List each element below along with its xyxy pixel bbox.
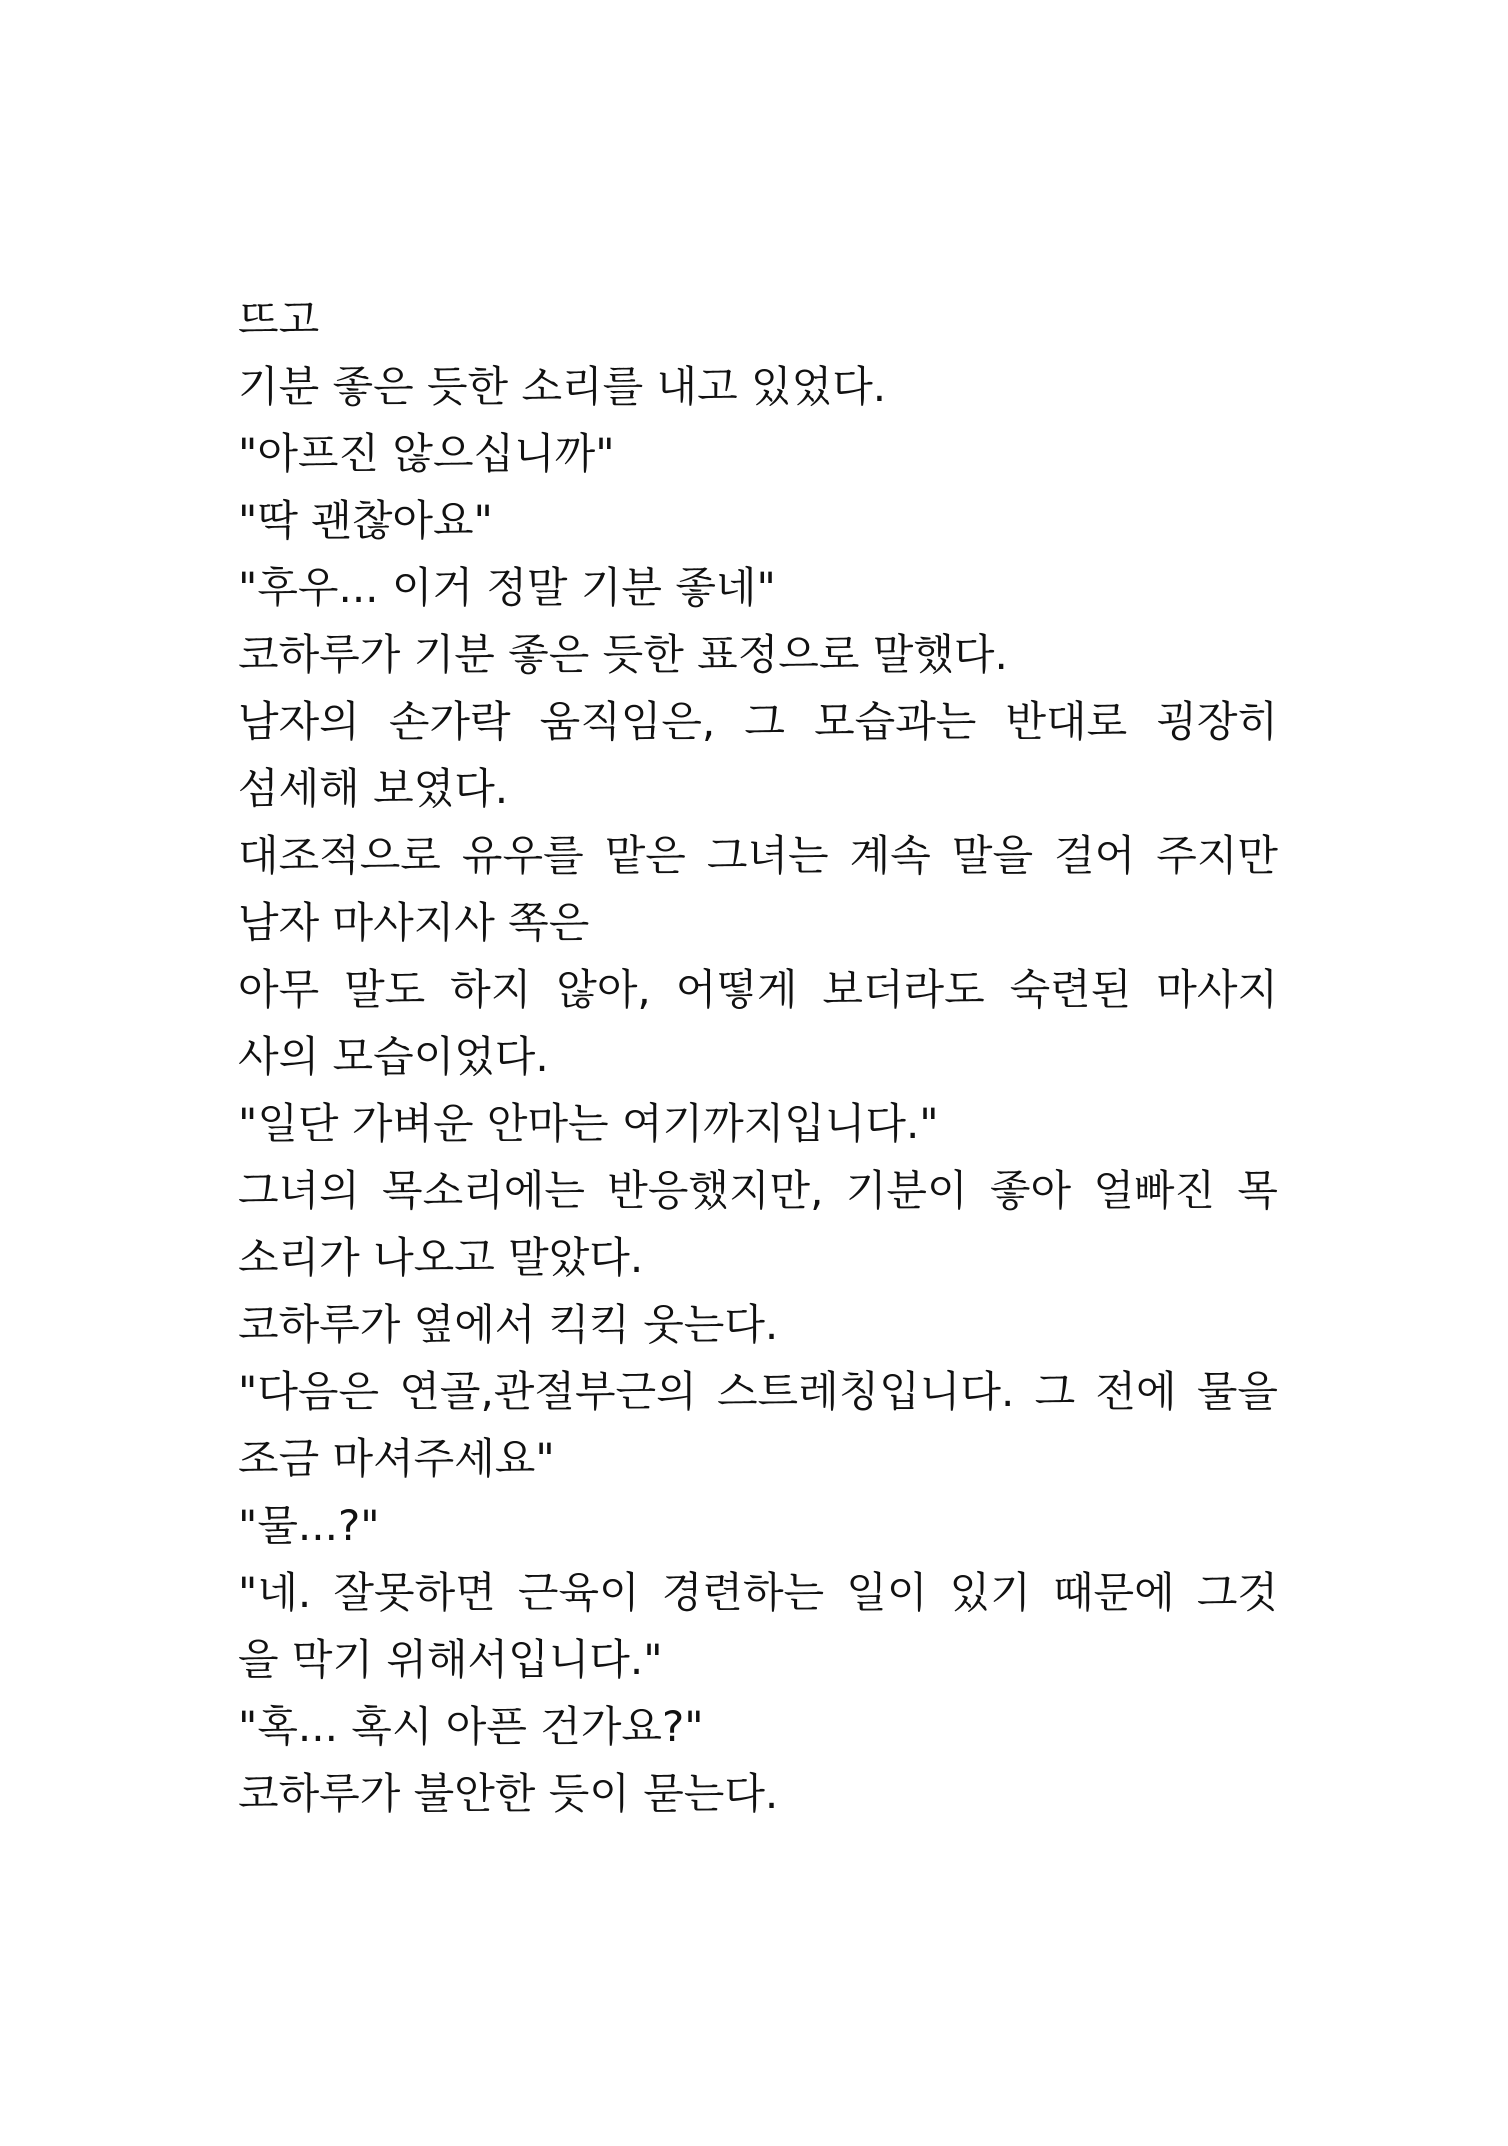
text-line: 그녀의 목소리에는 반응했지만, 기분이 좋아 얼빠진 목 xyxy=(238,1166,1278,1215)
text-line: "다음은 연골,관절부근의 스트레칭입니다. 그 전에 물을 xyxy=(238,1367,1278,1416)
text-line: 조금 마셔주세요" xyxy=(238,1434,555,1483)
text-line: 아무 말도 하지 않아, 어떻게 보더라도 숙련된 마사지 xyxy=(238,965,1278,1014)
text-line: 코하루가 불안한 듯이 묻는다. xyxy=(238,1769,779,1818)
text-line: 대조적으로 유우를 맡은 그녀는 계속 말을 걸어 주지만 xyxy=(238,831,1278,880)
text-line: 기분 좋은 듯한 소리를 내고 있었다. xyxy=(238,362,887,411)
text-line: "네. 잘못하면 근육이 경련하는 일이 있기 때문에 그것 xyxy=(238,1568,1278,1617)
text-line: "혹... 혹시 아픈 건가요?" xyxy=(238,1702,704,1751)
text-line: 사의 모습이었다. xyxy=(238,1032,549,1081)
text-line: 남자 마사지사 쪽은 xyxy=(238,898,590,947)
text-line: "물...?" xyxy=(238,1501,380,1550)
text-line: "후우... 이거 정말 기분 좋네" xyxy=(238,563,776,612)
body-text xyxy=(238,286,1278,1827)
text-line: 코하루가 기분 좋은 듯한 표정으로 말했다. xyxy=(238,630,1008,679)
text-line: 뜨고 xyxy=(238,295,320,344)
text-line: 을 막기 위해서입니다." xyxy=(238,1635,663,1684)
text-line: "딱 괜찮아요" xyxy=(238,496,493,545)
text-line: 섬세해 보였다. xyxy=(238,764,509,813)
text-line: 남자의 손가락 움직임은, 그 모습과는 반대로 굉장히 xyxy=(238,697,1278,746)
text-line: "일단 가벼운 안마는 여기까지입니다." xyxy=(238,1099,939,1148)
text-line: "아프진 않으십니까" xyxy=(238,429,615,478)
text-line: 코하루가 옆에서 킥킥 웃는다. xyxy=(238,1300,779,1349)
text-line: 소리가 나오고 말았다. xyxy=(238,1233,644,1282)
